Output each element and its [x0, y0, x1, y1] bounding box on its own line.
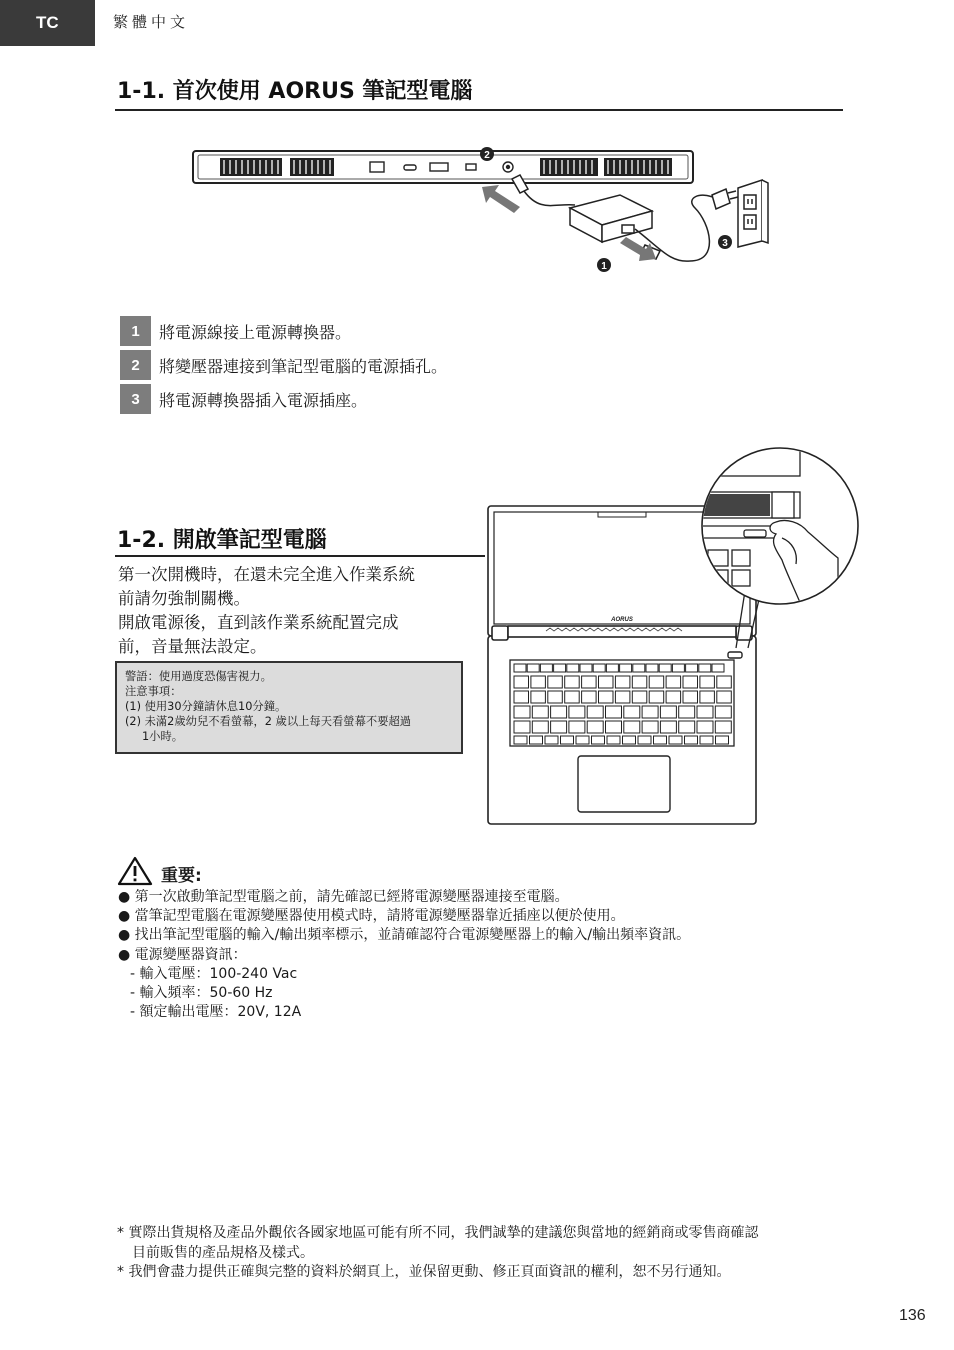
- keyboard-key: [700, 736, 713, 744]
- wall-plug: [712, 189, 738, 209]
- callout-3-label: 3: [722, 238, 728, 249]
- keyboard-key: [606, 706, 622, 718]
- keyboard-key: [540, 664, 552, 672]
- keyboard-key: [660, 721, 676, 733]
- spec-item: - 輸入頻率：50-60 Hz: [130, 985, 273, 1002]
- section-2-title: 1-2. 開啟筆記型電腦: [117, 528, 327, 553]
- callout-1-label: 1: [601, 261, 607, 272]
- section-1-divider: [115, 109, 843, 111]
- power-connection-illustration: [190, 143, 780, 278]
- keyboard-key: [642, 721, 658, 733]
- keyboard-key: [654, 736, 667, 744]
- keyboard-key: [527, 664, 539, 672]
- keyboard-key: [620, 664, 632, 672]
- keyboard-key: [697, 706, 713, 718]
- keyboard-key: [587, 706, 603, 718]
- bullet-item: ● 第一次啟動筆記型電腦之前，請先確認已經將電源變壓器連接至電腦。: [118, 889, 569, 905]
- keyboard-key: [615, 676, 630, 688]
- keyboard-key: [532, 706, 548, 718]
- keyboard-key: [679, 706, 695, 718]
- paragraph-line: 前，音量無法設定。: [118, 637, 267, 656]
- keyboard-key: [642, 706, 658, 718]
- callout-2: [480, 147, 494, 161]
- touchpad: [578, 756, 670, 812]
- laptop-power-button-illustration: [486, 442, 862, 828]
- keyboard-key: [615, 691, 630, 703]
- keyboard-key: [545, 736, 558, 744]
- keyboard-key: [514, 664, 526, 672]
- footnote-line: 目前販售的產品規格及樣式。: [132, 1244, 314, 1261]
- keyboard-key: [593, 664, 605, 672]
- keyboard-key: [548, 676, 563, 688]
- warning-line: (1) 使用30分鐘請休息10分鐘。: [125, 700, 287, 713]
- keyboard-key: [514, 736, 527, 744]
- paragraph-line: 第一次開機時，在還未完全進入作業系統: [118, 565, 415, 584]
- section-1-title: 1-1. 首次使用 AORUS 筆記型電腦: [117, 79, 473, 104]
- keyboard-key: [672, 664, 684, 672]
- keyboard-key: [514, 706, 530, 718]
- keyboard-key: [712, 664, 724, 672]
- keyboard-key: [624, 706, 640, 718]
- keyboard-key: [660, 706, 676, 718]
- wall-outlet: [738, 180, 768, 247]
- footnote-line: * 我們會盡力提供正確與完整的資料於網頁上，並保留更動、修正頁面資訊的權利，恕不另行通知。: [117, 1264, 731, 1280]
- bullet-item: ● 當筆記型電腦在電源變壓器使用模式時，請將電源變壓器靠近插座以便於使用。: [118, 908, 625, 925]
- step-text: 將變壓器連接到筆記型電腦的電源插孔。: [159, 357, 448, 376]
- keyboard-key: [649, 691, 664, 703]
- section-2-divider: [115, 555, 485, 557]
- keyboard-key: [607, 736, 620, 744]
- figure-logo: AORUS: [611, 617, 633, 623]
- important-section: [117, 856, 857, 1021]
- warning-line: 注意事項：: [125, 685, 182, 698]
- keyboard-key: [666, 691, 681, 703]
- bullet-item: ● 找出筆記型電腦的輸入/輸出頻率標示，並請確認符合電源變壓器上的輸入/輸出頻率資訊。: [118, 927, 691, 944]
- power-on-paragraph: [118, 563, 468, 659]
- keyboard-key: [623, 736, 636, 744]
- keyboard-key: [567, 664, 579, 672]
- warning-box: [115, 661, 463, 754]
- keyboard-key: [683, 676, 698, 688]
- spec-item: - 輸入電壓：100-240 Vac: [130, 965, 298, 982]
- language-code: TC: [36, 13, 59, 32]
- arrow-to-adapter-icon: [620, 237, 656, 261]
- keyboard-key: [646, 664, 658, 672]
- keyboard-key: [530, 736, 543, 744]
- important-title: 重要:: [161, 866, 202, 886]
- step-number-badge: 2: [120, 350, 151, 380]
- keyboard-key: [699, 664, 711, 672]
- keyboard-key: [592, 736, 605, 744]
- keyboard-key: [561, 736, 574, 744]
- keyboard-key: [686, 664, 698, 672]
- footnotes: [117, 1224, 758, 1283]
- keyboard-key: [716, 736, 729, 744]
- keyboard-key: [551, 721, 567, 733]
- warning-line: (2) 未滿2歲幼兒不看螢幕，2 歲以上每天看螢幕不要超過: [125, 715, 412, 728]
- power-button: [728, 652, 742, 658]
- keyboard-key: [554, 664, 566, 672]
- arrow-to-laptop-icon: [482, 185, 520, 213]
- keyboard-key: [582, 676, 597, 688]
- keyboard-key: [582, 691, 597, 703]
- warning-triangle-icon: [117, 856, 153, 886]
- keyboard-key: [717, 691, 732, 703]
- keyboard-key: [514, 721, 530, 733]
- callout-2-label: 2: [484, 150, 490, 161]
- step-text: 將電源轉換器插入電源插座。: [159, 391, 368, 410]
- keyboard-key: [666, 676, 681, 688]
- keyboard-key: [576, 736, 589, 744]
- callout-3: [718, 235, 732, 249]
- keyboard-key: [569, 721, 585, 733]
- keyboard-key: [624, 721, 640, 733]
- paragraph-line: 前請勿強制關機。: [118, 589, 250, 608]
- keyboard-key: [514, 676, 529, 688]
- keyboard-key: [514, 691, 529, 703]
- language-tab: [0, 0, 95, 46]
- keyboard-key: [685, 736, 698, 744]
- keyboard-key: [531, 691, 546, 703]
- page-number: 136: [899, 1307, 926, 1324]
- keyboard-key: [632, 691, 647, 703]
- keyboard-key: [531, 676, 546, 688]
- keyboard-key: [580, 664, 592, 672]
- keyboard-key: [569, 706, 585, 718]
- keyboard-key: [638, 736, 651, 744]
- keyboard-key: [679, 721, 695, 733]
- keyboard-key: [715, 706, 731, 718]
- keyboard-key: [700, 691, 715, 703]
- keyboard-key: [599, 676, 614, 688]
- keyboard-key: [633, 664, 645, 672]
- keyboard-key: [551, 706, 567, 718]
- power-adapter: [570, 195, 652, 242]
- keyboard-key: [715, 721, 731, 733]
- keyboard-key: [632, 676, 647, 688]
- warning-line: 警語：使用過度恐傷害視力。: [125, 670, 272, 683]
- laptop-rear-view: [193, 151, 693, 183]
- keyboard-key: [565, 676, 580, 688]
- keyboard-key: [599, 691, 614, 703]
- bullet-item: ● 電源變壓器資訊：: [118, 946, 247, 963]
- keyboard-key: [565, 691, 580, 703]
- keyboard-key: [587, 721, 603, 733]
- keyboard-key: [717, 676, 732, 688]
- callout-1: [597, 258, 611, 272]
- step-number-badge: 1: [120, 316, 151, 346]
- keyboard-key: [697, 721, 713, 733]
- keyboard-key: [548, 691, 563, 703]
- spec-item: - 額定輸出電壓：20V, 12A: [130, 1004, 302, 1021]
- keyboard-key: [669, 736, 682, 744]
- keyboard-key: [532, 721, 548, 733]
- warning-line: 1小時。: [142, 730, 184, 743]
- keyboard-key: [606, 664, 618, 672]
- step-text: 將電源線接上電源轉換器。: [159, 323, 352, 342]
- keyboard-key: [700, 676, 715, 688]
- language-name: 繁體中文: [113, 13, 190, 31]
- keyboard-key: [606, 721, 622, 733]
- keyboard-key: [683, 691, 698, 703]
- important-bullets: [118, 888, 690, 1022]
- step-number-badge: 3: [120, 384, 151, 414]
- paragraph-line: 開啟電源後，直到該作業系統配置完成: [118, 613, 399, 632]
- keyboard-key: [649, 676, 664, 688]
- footnote-line: * 實際出貨規格及產品外觀依各國家地區可能有所不同，我們誠摯的建議您與當地的經銷商或零售商確認: [117, 1225, 759, 1241]
- keyboard-key: [659, 664, 671, 672]
